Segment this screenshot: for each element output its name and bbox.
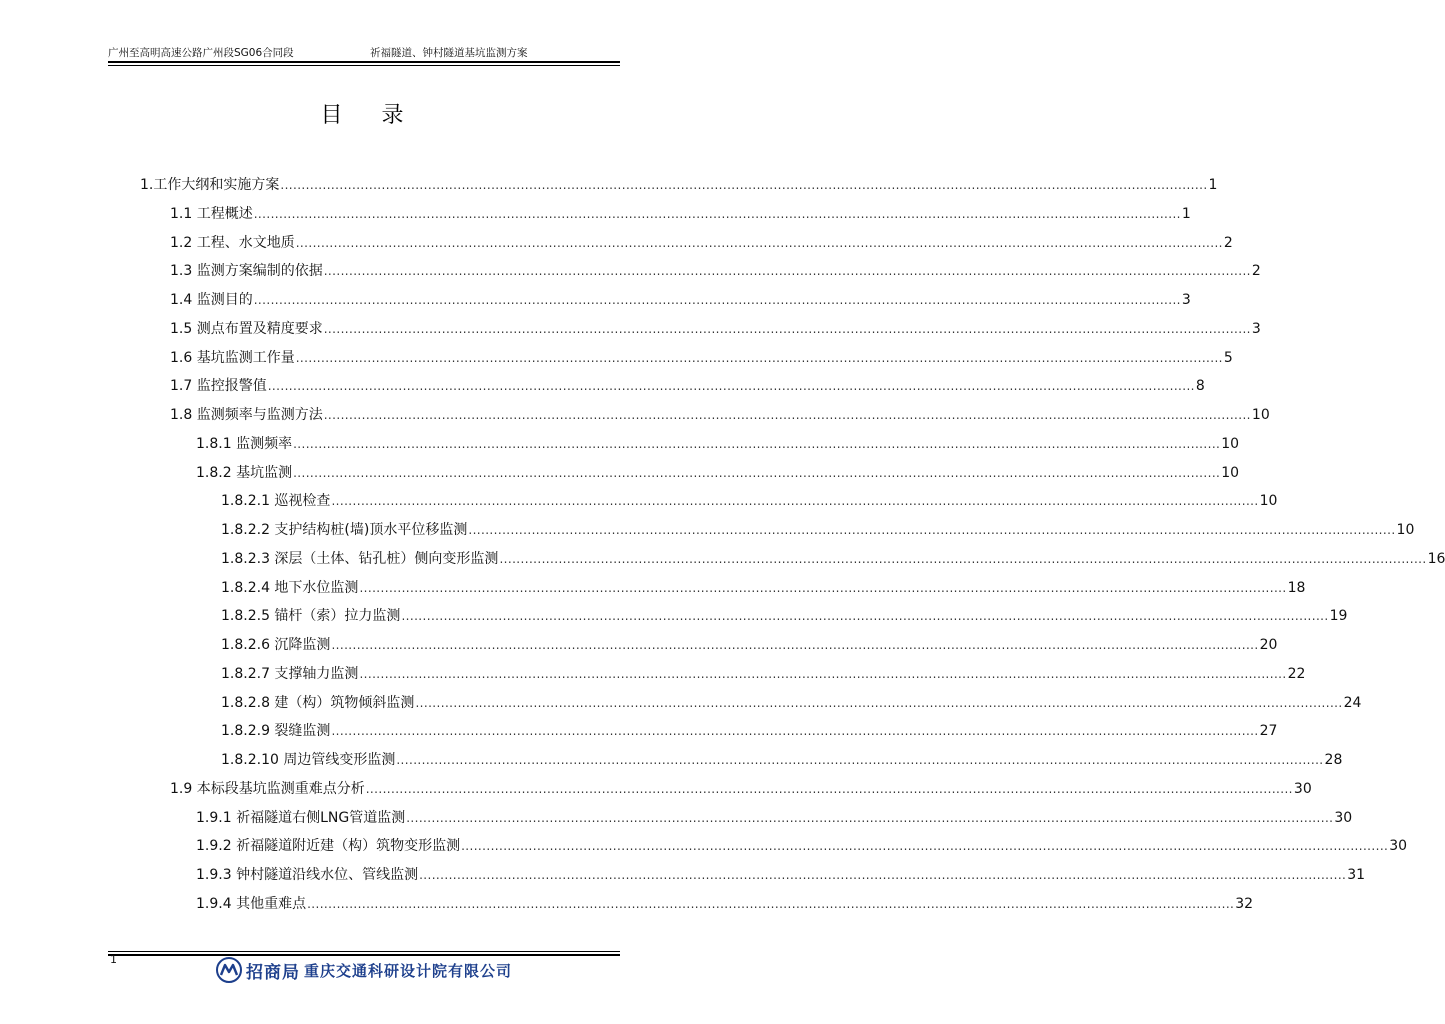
toc-entry[interactable] [170, 779, 1312, 799]
toc-entry[interactable] [170, 204, 1191, 224]
toc-entry-title: 1.8.2.6 沉降监测 [221, 637, 331, 653]
toc-entry[interactable] [170, 261, 1261, 281]
toc-entry-title: 1.8.2.7 支撑轴力监测 [221, 665, 359, 682]
toc-dot-leader: ............................................................................................................................................................................................................................ [331, 494, 1259, 509]
toc-entry-page: 10 [1221, 464, 1240, 481]
toc-entry-title: 1.5 测点布置及精度要求 [170, 320, 323, 337]
toc-dot-leader: ............................................................................................................................................................................................................................ [307, 896, 1235, 911]
toc-entry-title: 1.8.2.5 锚杆（索）拉力监测 [221, 608, 401, 625]
toc-title: 目 录 [320, 103, 420, 128]
toc-entry[interactable] [170, 405, 1270, 425]
toc-entry[interactable] [196, 836, 1408, 856]
toc-entry[interactable] [196, 894, 1254, 914]
toc-dot-leader: ............................................................................................................................................................................................................................ [331, 638, 1259, 652]
toc-dot-leader: ............................................................................................................................................................................................................................ [323, 321, 1251, 336]
toc-entry-page: 30 [1293, 780, 1312, 797]
toc-dot-leader: ............................................................................................................................................................................................................................ [461, 839, 1389, 854]
toc-entry-title: 1.8 监测频率与监测方法 [170, 407, 323, 423]
toc-entry[interactable] [221, 693, 1362, 713]
toc-entry-title: 1.2 工程、水文地质 [170, 234, 295, 251]
toc-entry-page: 10 [1259, 493, 1278, 510]
toc-entry-title: 1.8.2.1 巡视检查 [221, 493, 331, 510]
toc-entry-title: 1.3 监测方案编制的依据 [170, 263, 323, 280]
toc-dot-leader: ............................................................................................................................................................................................................................ [406, 810, 1334, 825]
toc-dot-leader: ............................................................................................................................................................................................................................ [419, 868, 1347, 882]
toc-entry-page: 2 [1223, 234, 1233, 251]
toc-entry-title: 1.8.1 监测频率 [196, 435, 293, 452]
header-rule-thin [108, 65, 620, 66]
toc-entry[interactable] [196, 865, 1366, 885]
toc-entry-page: 10 [1396, 522, 1415, 538]
toc-entry-page: 31 [1347, 867, 1366, 883]
toc-entry-page: 20 [1259, 637, 1278, 653]
toc-dot-leader: ............................................................................................................................................................................................................................ [396, 753, 1324, 767]
toc-entry[interactable] [221, 520, 1415, 540]
toc-entry-page: 2 [1251, 263, 1261, 280]
toc-entry[interactable] [196, 434, 1240, 454]
company-logo [216, 955, 512, 985]
toc-entry[interactable] [196, 463, 1240, 483]
toc-entry[interactable] [170, 290, 1191, 310]
toc-dot-leader: ............................................................................................................................................................................................................................ [365, 781, 1293, 796]
toc-entry-page: 19 [1329, 608, 1348, 625]
toc-entry-title: 1.9 本标段基坑监测重难点分析 [170, 780, 365, 797]
page-header [108, 46, 620, 60]
toc-entry-title: 1.8.2.4 地下水位监测 [221, 579, 359, 596]
toc-entry-page: 32 [1235, 895, 1254, 912]
toc-entry[interactable] [170, 348, 1233, 368]
toc-dot-leader: ............................................................................................................................................................................................................................ [293, 465, 1221, 480]
toc-entry-page: 18 [1287, 579, 1306, 596]
toc-entry-title: 1.9.1 祈福隧道右侧LNG管道监测 [196, 809, 406, 826]
page-number: 1 [110, 953, 117, 966]
toc-dot-leader: ............................................................................................................................................................................................................................ [295, 350, 1223, 365]
toc-entry-title: 1.9.4 其他重难点 [196, 895, 307, 912]
toc-entry[interactable] [221, 635, 1278, 655]
footer-rule-thin [108, 951, 620, 952]
toc-entry-title: 1.9.2 祈福隧道附近建（构）筑物变形监测 [196, 838, 461, 855]
toc-entry[interactable] [221, 578, 1306, 598]
toc-entry-page: 10 [1251, 407, 1270, 423]
toc-dot-leader: ............................................................................................................................................................................................................................ [359, 666, 1287, 681]
toc-entry-title: 1.工作大纲和实施方案 [140, 177, 280, 193]
toc-entry-page: 10 [1221, 435, 1240, 452]
toc-dot-leader: ............................................................................................................................................................................................................................ [401, 609, 1329, 624]
toc-entry-title: 1.8.2.2 支护结构桩(墙)顶水平位移监测 [221, 522, 468, 538]
toc-dot-leader: ............................................................................................................................................................................................................................ [468, 523, 1396, 537]
toc-entry-title: 1.4 监测目的 [170, 292, 253, 308]
toc-entry-page: 30 [1389, 838, 1408, 855]
header-rule-thick [108, 61, 620, 63]
toc-dot-leader: ............................................................................................................................................................................................................................ [499, 551, 1427, 566]
toc-entry-page: 30 [1334, 809, 1353, 826]
logo-brand-text: 招商局 [246, 962, 300, 983]
toc-dot-leader: ............................................................................................................................................................................................................................ [280, 178, 1208, 192]
toc-entry-title: 1.7 监控报警值 [170, 378, 267, 395]
toc-entry[interactable] [221, 721, 1278, 741]
toc-dot-leader: ............................................................................................................................................................................................................................ [293, 436, 1221, 451]
toc-entry-title: 1.8.2.9 裂缝监测 [221, 723, 331, 740]
toc-entry[interactable] [170, 319, 1261, 339]
toc-entry[interactable] [221, 549, 1445, 569]
toc-entry-title: 1.6 基坑监测工作量 [170, 349, 295, 366]
toc-dot-leader: ............................................................................................................................................................................................................................ [359, 580, 1287, 595]
toc-entry[interactable] [221, 664, 1306, 684]
toc-dot-leader: ............................................................................................................................................................................................................................ [323, 264, 1251, 279]
toc-entry-page: 8 [1195, 378, 1205, 395]
toc-dot-leader: ............................................................................................................................................................................................................................ [253, 293, 1181, 307]
toc-entry[interactable] [221, 491, 1278, 511]
toc-entry[interactable] [221, 606, 1348, 626]
toc-entry-title: 1.8.2 基坑监测 [196, 464, 293, 481]
toc-entry[interactable] [196, 808, 1353, 828]
toc-entry-page: 1 [1181, 205, 1191, 222]
toc-entry[interactable] [140, 175, 1218, 195]
toc-entry-page: 28 [1324, 752, 1343, 768]
toc-dot-leader: ............................................................................................................................................................................................................................ [331, 724, 1259, 739]
toc-entry[interactable] [170, 376, 1205, 396]
toc-entry-title: 1.1 工程概述 [170, 205, 253, 222]
toc-dot-leader: ............................................................................................................................................................................................................................ [253, 206, 1181, 221]
toc-entry-page: 3 [1251, 320, 1261, 337]
toc-entry-title: 1.8.2.10 周边管线变形监测 [221, 752, 396, 768]
toc-dot-leader: ............................................................................................................................................................................................................................ [295, 235, 1223, 250]
toc-entry-title: 1.8.2.8 建（构）筑物倾斜监测 [221, 694, 415, 711]
toc-entry-page: 3 [1181, 292, 1191, 308]
toc-entry[interactable] [221, 750, 1343, 770]
toc-entry-title: 1.9.3 钟村隧道沿线水位、管线监测 [196, 867, 419, 883]
header-document-title: 祈福隧道、钟村隧道基坑监测方案 [370, 47, 528, 59]
company-logo-icon [216, 957, 242, 983]
toc-entry-page: 1 [1208, 177, 1218, 193]
toc-dot-leader: ............................................................................................................................................................................................................................ [415, 695, 1343, 710]
toc-entry-page: 27 [1259, 723, 1278, 740]
header-project-name: 广州至高明高速公路广州段SG06合同段 [108, 47, 294, 59]
toc-entry-page: 22 [1287, 665, 1306, 682]
toc-entry-page: 24 [1343, 694, 1362, 711]
toc-entry-page: 16 [1427, 550, 1445, 567]
toc-entry-page: 5 [1223, 349, 1233, 366]
logo-company-name: 重庆交通科研设计院有限公司 [304, 961, 513, 980]
toc-dot-leader: ............................................................................................................................................................................................................................ [323, 408, 1251, 422]
toc-entry[interactable] [170, 233, 1233, 253]
toc-dot-leader: ............................................................................................................................................................................................................................ [267, 379, 1195, 394]
toc-entry-title: 1.8.2.3 深层（土体、钻孔桩）侧向变形监测 [221, 550, 499, 567]
